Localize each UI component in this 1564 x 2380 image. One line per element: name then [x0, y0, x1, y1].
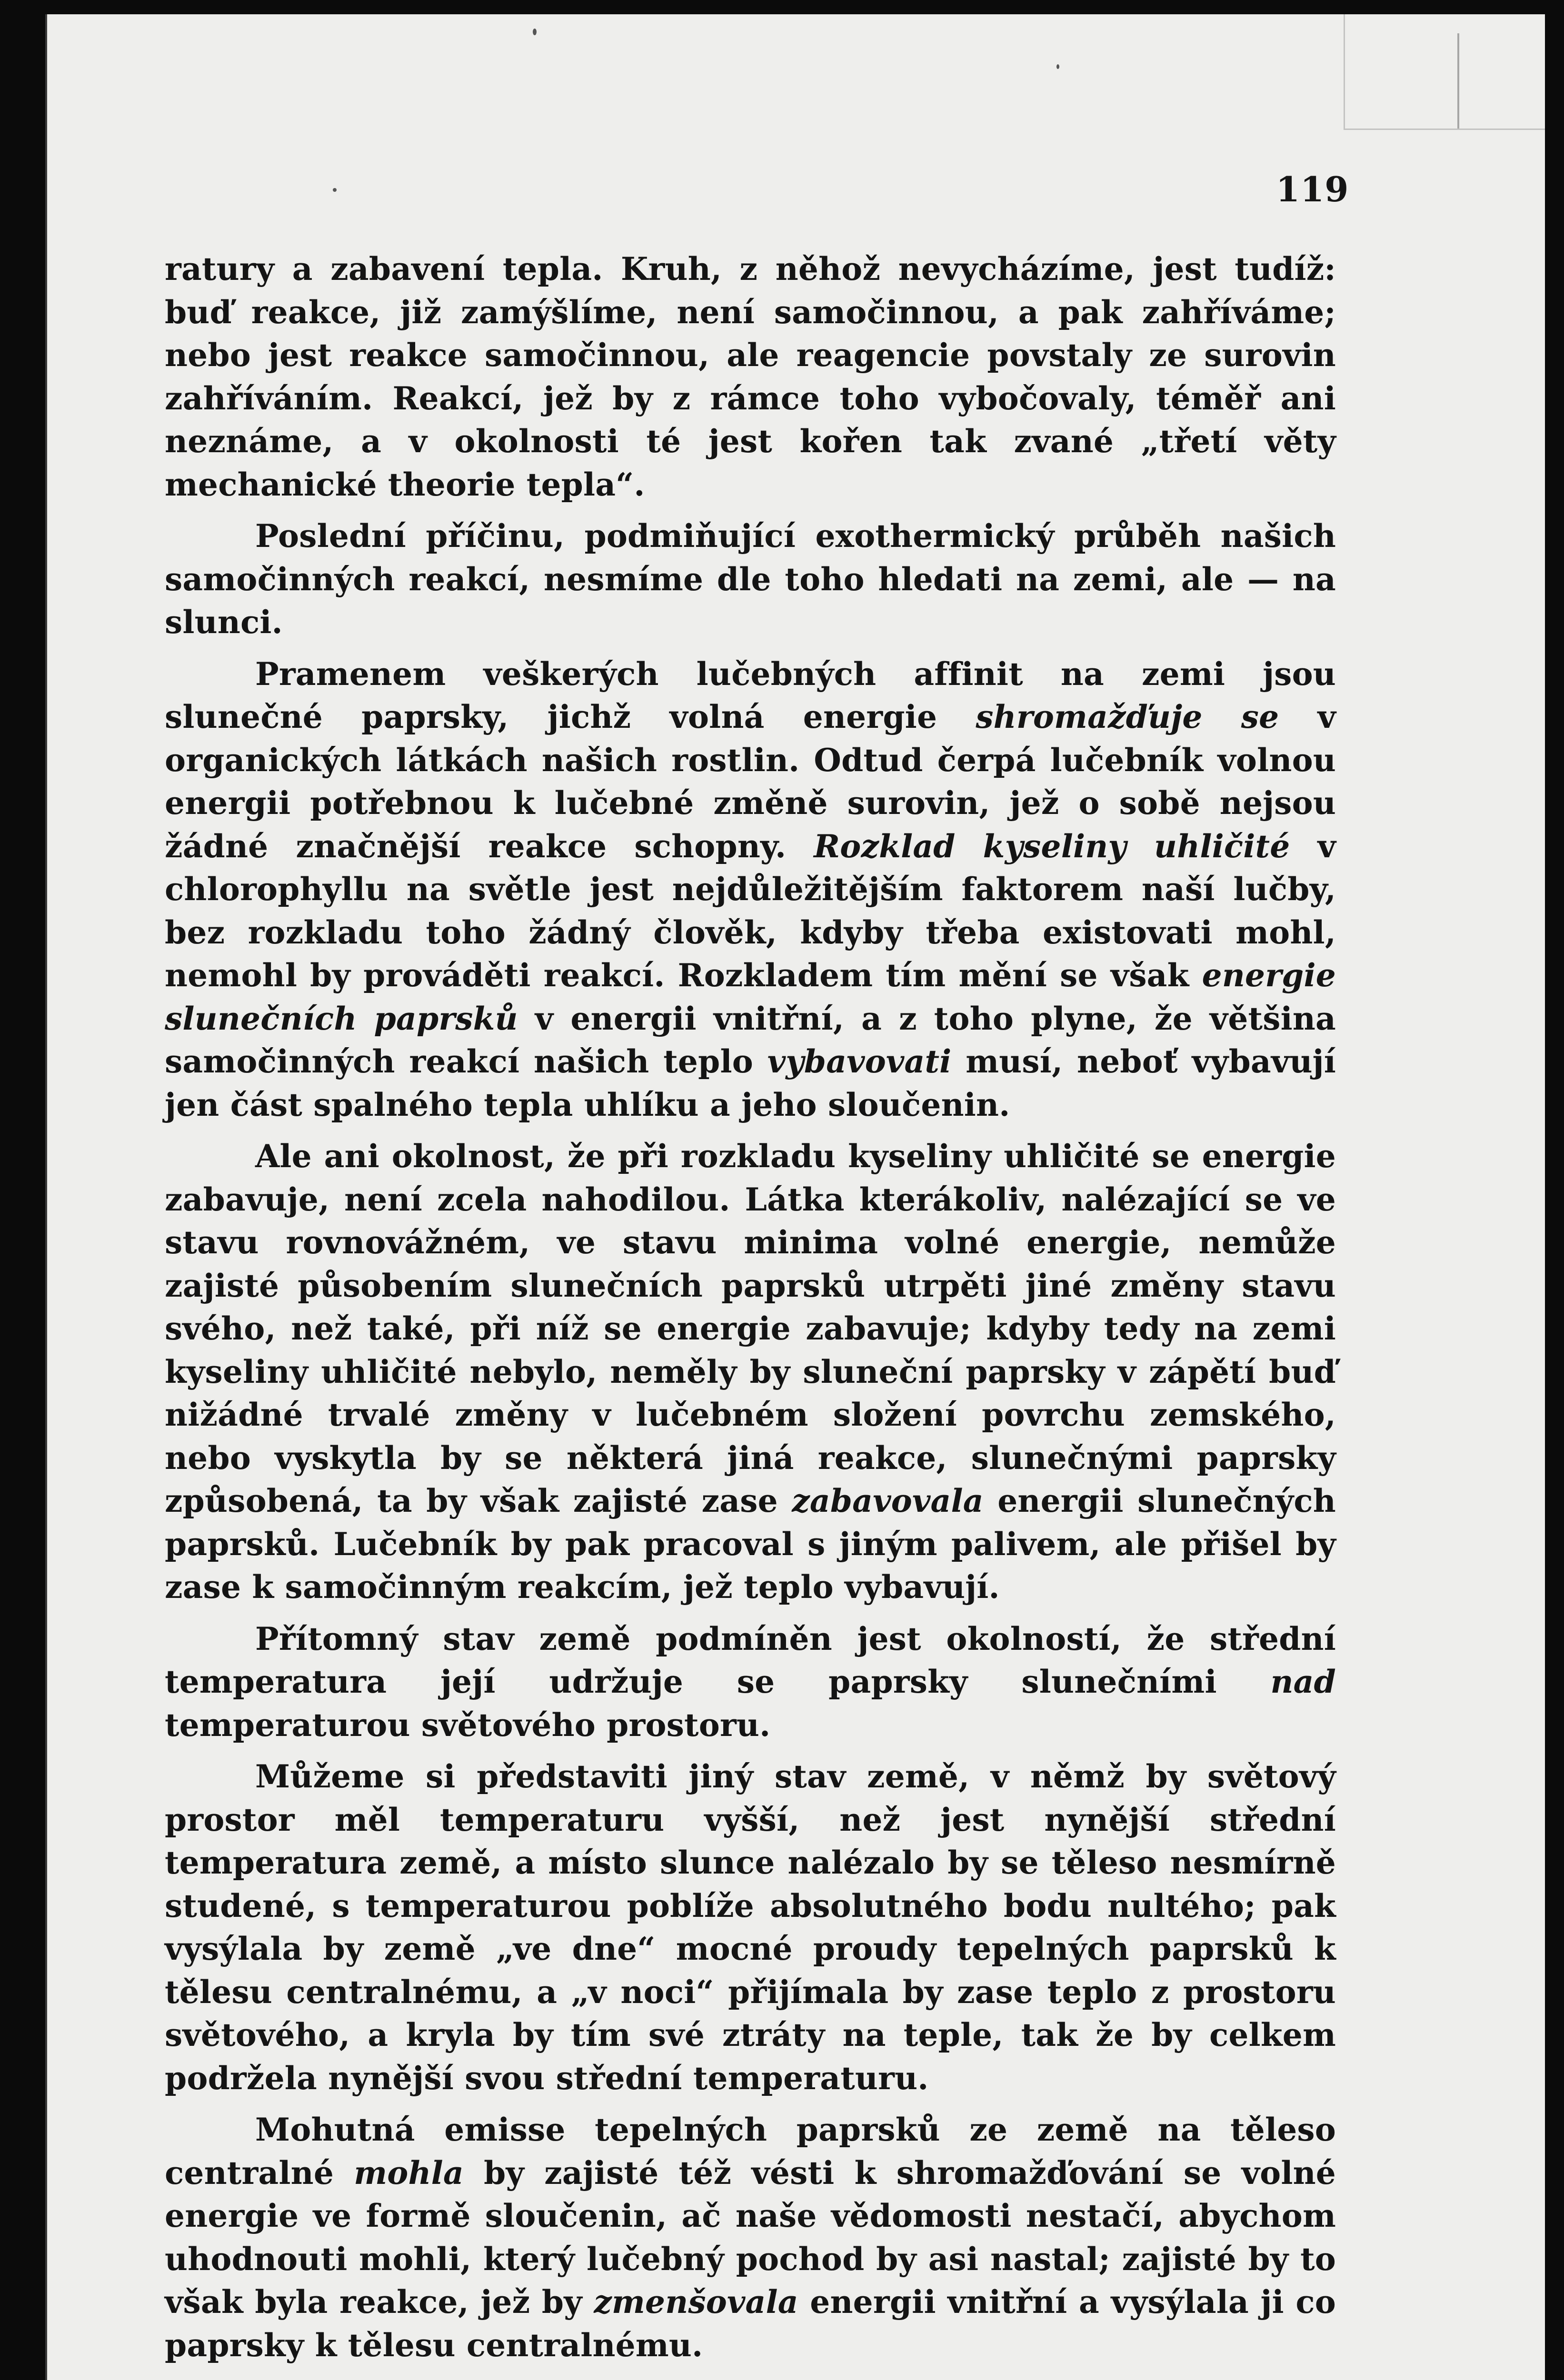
- paragraph: [165, 1617, 1336, 1747]
- italic-phrase: vybavovati: [767, 1043, 952, 1080]
- text-run: energii vnitřní a vysýlala ji co paprsky k tělesu centralnému.: [165, 2283, 1336, 2364]
- scan-edge-line: [1457, 33, 1459, 129]
- italic-phrase: zabavovala: [792, 1482, 984, 1519]
- paragraph: [165, 653, 1336, 1127]
- paragraph: [165, 2108, 1336, 2367]
- scan-speck: [333, 188, 337, 192]
- italic-phrase: energie slunečních paprsků: [165, 957, 1336, 1037]
- italic-phrase: zmenšovala: [594, 2283, 798, 2320]
- text-run: Pramenem veškerých lučebných affinit na zemi jsou slunečné paprsky, jichž volná energie: [165, 655, 1336, 735]
- text-run: temperaturou světového prostoru.: [165, 1706, 771, 1744]
- italic-phrase: nad: [1270, 1663, 1336, 1700]
- text-run: Mohutná emisse tepelných paprsků ze země na těleso centralné: [165, 2111, 1336, 2192]
- text-run: ratury a zabavení tepla. Kruh, z něhož nevycházíme, jest tudíž: buď reakce, již zamýšlíme, není samočinnou, a pak zahříváme; nebo jest reakce samočinnou, ale reagencie povstaly ze surovin zahříváním. Reakcí, jež by z rámce toho vybočovaly, téměř ani neznáme, a v okolnosti té jest kořen tak zvané „třetí věty mechanické theorie tepla“.: [165, 250, 1336, 503]
- italic-phrase: shromažďuje se: [976, 698, 1279, 735]
- page-number: 119: [1276, 169, 1349, 209]
- paragraph: [165, 1755, 1336, 2100]
- scan-speck: [1056, 64, 1059, 69]
- paragraph: [165, 248, 1336, 506]
- scan-corner-mark: [1344, 14, 1545, 130]
- text-run: energii slunečných paprsků. Lučebník by pak pracoval s jiným palivem, ale přišel by zase k samočinným reakcím, jež teplo vybavují.: [165, 1482, 1336, 1606]
- text-run: by zajisté též vésti k shromažďování se volné energie ve formě sloučenin, ač naše vědomosti nestačí, abychom uhodnouti mohli, který lučebný pochod by asi nastal; zajisté by to však byla reakce, jež by: [165, 2154, 1336, 2320]
- text-run: v organických látkách našich rostlin. Odtud čerpá lučebník volnou energii potřebnou k lučebné změně surovin, jež o sobě nejsou žádné značnější reakce schopny.: [165, 698, 1336, 865]
- text-run: musí, neboť vybavují jen část spalného tepla uhlíku a jeho sloučenin.: [165, 1043, 1336, 1123]
- text-run: Přítomný stav země podmíněn jest okolností, že střední temperatura její udržuje se paprsky slunečními: [165, 1620, 1336, 1700]
- text-run: Ale ani okolnost, že při rozkladu kyseliny uhličité se energie zabavuje, není zcela nahodilou. Látka kterákoliv, nalézající se ve stavu rovnovážném, ve stavu minima volné energie, nemůže zajisté působením slunečních paprsků utrpěti jiné změny stavu svého, než také, při níž se energie zabavuje; kdyby tedy na zemi kyseliny uhličité nebylo, neměly by sluneční paprsky v zápětí buď nižádné trvalé změny v lučebném složení povrchu zemského, nebo vyskytla by se některá jiná reakce, slunečnými paprsky způsobená, ta by však zajisté zase: [165, 1138, 1336, 1519]
- text-run: Můžeme si představiti jiný stav země, v němž by světový prostor měl temperaturu vyšší, než jest nynější střední temperatura země, a místo slunce nalézalo by se těleso nesmírně studené, s temperaturou poblíže absolutného bodu nultého; pak vysýlala by země „ve dne“ mocné proudy tepelných paprsků k tělesu centralnému, a „v noci“ přijímala by zase teplo z prostoru světového, a kryla by tím své ztráty na teple, tak že by celkem podržela nynější svou střední temperaturu.: [165, 1758, 1336, 2097]
- scan-speck: [533, 29, 537, 35]
- text-run: v energii vnitřní, a z toho plyne, že většina samočinných reakcí našich teplo: [165, 1000, 1336, 1080]
- body-text: [165, 248, 1336, 2375]
- italic-phrase: mohla: [354, 2154, 464, 2192]
- text-run: v chlorophyllu na světle jest nejdůležitějším faktorem naší lučby, bez rozkladu toho žádný člověk, kdyby třeba existovati mohl, nemohl by prováděti reakcí. Rozkladem tím mění se však: [165, 827, 1336, 994]
- italic-phrase: Rozklad kyseliny uhličité: [814, 827, 1290, 865]
- paragraph: [165, 515, 1336, 644]
- paragraph: [165, 1135, 1336, 1609]
- text-run: Poslední příčinu, podmiňující exothermický průběh našich samočinných reakcí, nesmíme dle toho hledati na zemi, ale — na slunci.: [165, 517, 1336, 641]
